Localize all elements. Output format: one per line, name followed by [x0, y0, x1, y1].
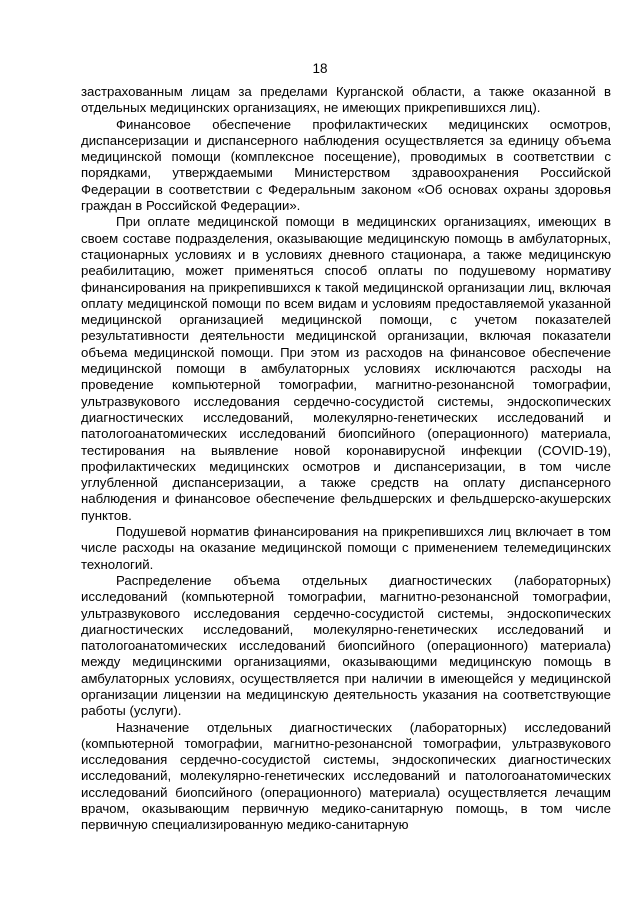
- paragraph-per-capita-payment: При оплате медицинской помощи в медицинских организациях, имеющих в своем составе подразделения, оказывающие медицинскую помощь в амбулаторных, стационарных условиях и в условиях дневного стационара, а также медицинскую реабилитацию, может применяться способ оплаты по подушевому нормативу финансирования на прикрепившихся к такой медицинской организации лиц, включая оплату медицинской помощи по всем видам и условиям предоставляемой указанной медицинской организацией медицинской помощи, с учетом показателей результативности деятельности медицинской организации, включая показатели объема медицинской помощи. При этом из расходов на финансовое обеспечение медицинской помощи в амбулаторных условиях исключаются расходы на проведение компьютерной томографии, магнитно-резонансной томографии, ультразвукового исследования сердечно-сосудистой системы, эндоскопических диагностических исследований, молекулярно-генетических исследований и патологоанатомических исследований биопсийного (операционного) материала, тестирования на выявление новой коронавирусной инфекции (COVID-19), профилактических медицинских осмотров и диспансеризации, в том числе углубленной диспансеризации, а также средств на оплату диспансерного наблюдения и финансовое обеспечение фельдшерских и фельдшерско-акушерских пунктов.: [81, 214, 611, 523]
- paragraph-preventive-exams-funding: Финансовое обеспечение профилактических медицинских осмотров, диспансеризации и диспансерного наблюдения осуществляется за единицу объема медицинской помощи (комплексное посещение), проводимых в соответствии с порядками, утверждаемыми Министерством здравоохранения Российской Федерации в соответствии с Федеральным законом «Об основах охраны здоровья граждан в Российской Федерации».: [81, 116, 611, 214]
- paragraph-diagnostic-assignment: Назначение отдельных диагностических (лабораторных) исследований (компьютерной томографии, магнитно-резонансной томографии, ультразвукового исследования сердечно-сосудистой системы, эндоскопических диагностических исследований, молекулярно-генетических исследований и патологоанатомических исследований биопсийного (операционного) материала) осуществляется лечащим врачом, оказывающим первичную медико-санитарную помощь, в том числе первичную специализированную медико-санитарную: [81, 719, 611, 833]
- page-number: 18: [312, 61, 328, 76]
- paragraph-telemedicine: Подушевой норматив финансирования на прикрепившихся лиц включает в том числе расходы на оказание медицинской помощи с применением телемедицинских технологий.: [81, 524, 611, 572]
- paragraph-insured-persons: застрахованным лицам за пределами Курганской области, а также оказанной в отдельных медицинских организациях, не имеющих прикрепившихся лиц).: [81, 84, 611, 116]
- document-body: [81, 84, 611, 834]
- paragraph-diagnostic-distribution: Распределение объема отдельных диагностических (лабораторных) исследований (компьютерной томографии, магнитно-резонансной томографии, ультразвукового исследования сердечно-сосудистой системы, эндоскопических диагностических исследований, молекулярно-генетических исследований и патологоанатомических исследований биопсийного (операционного) материала) между медицинскими организациями, оказывающими медицинскую помощь в амбулаторных условиях, осуществляется при наличии в имеющейся у медицинской организации лицензии на медицинскую деятельность указания на соответствующие работы (услуги).: [81, 572, 611, 719]
